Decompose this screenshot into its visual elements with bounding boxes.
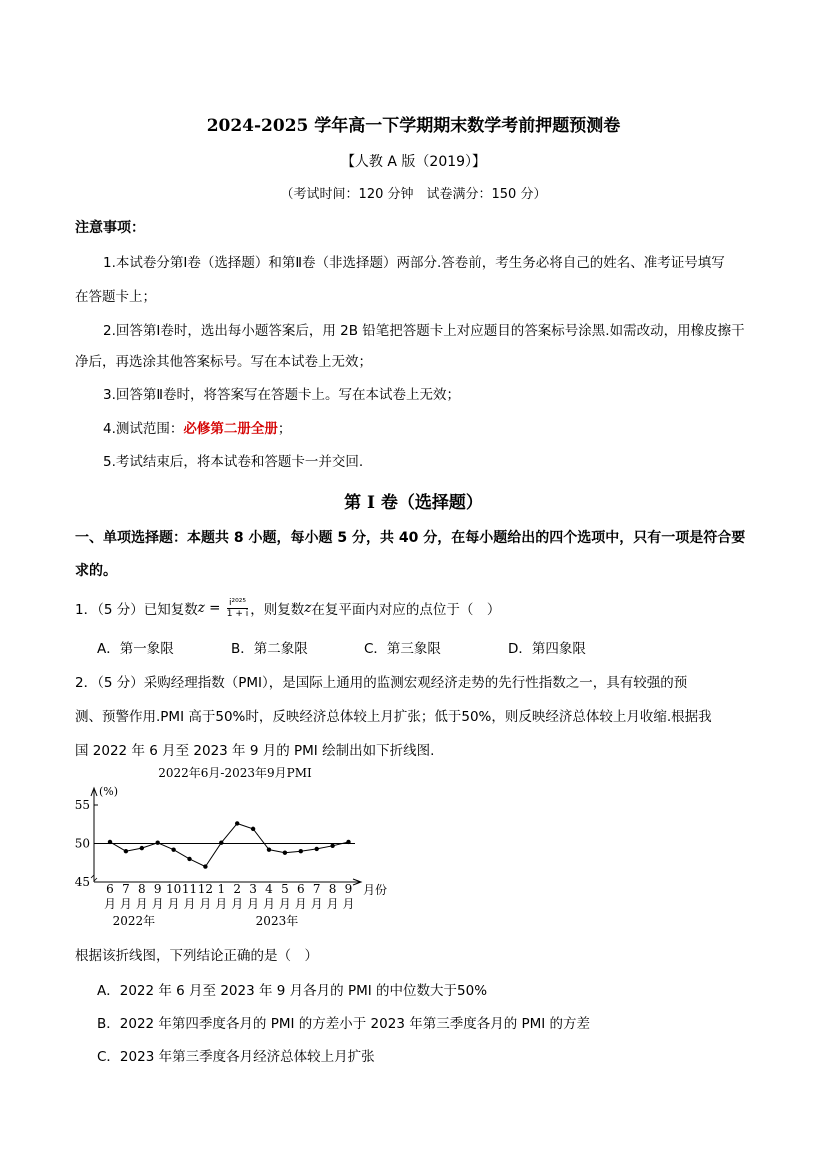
note-4-suffix: ； (277, 421, 292, 437)
y-tick-label-50: 50 (74, 836, 90, 851)
data-point-10 (267, 847, 271, 851)
data-point-1 (124, 849, 128, 853)
data-point-8 (235, 821, 239, 825)
x-tick-label-15: 9 (344, 882, 353, 896)
q2-line-2: 测、预警作用.PMI 高于50%时，反映经济总体较上月扩张；低于50%，则反映经济总体较上月收缩.根据我 (75, 709, 712, 725)
x-tick-month-2: 月 (135, 897, 148, 911)
data-point-15 (346, 840, 350, 844)
x-tick-month-4: 月 (167, 897, 180, 911)
q1-var-z2: z (304, 600, 312, 616)
q1-numerator: i²⁰²⁵ (227, 598, 249, 609)
part1-instructions-line-1: 一、单项选择题：本题共 8 小题，每小题 5 分，共 40 分，在每小题给出的四个选项中，只有一项是符合要 (75, 530, 746, 546)
q1-option-d[interactable]: D．第四象限 (508, 641, 586, 657)
note-5: 5.考试结束后，将本试卷和答题卡一并交回. (103, 454, 364, 470)
test-range: 必修第二册全册 (183, 421, 278, 437)
q1-fraction (227, 598, 249, 619)
x-tick-label-11: 5 (281, 882, 289, 896)
exam-title: 2024-2025 学年高一下学期期末数学考前押题预测卷 (206, 116, 621, 136)
data-point-0 (108, 840, 112, 844)
x-tick-month-3: 月 (151, 897, 164, 911)
x-tick-month-13: 月 (310, 897, 323, 911)
chart-series (108, 821, 351, 869)
q1-option-c[interactable]: C．第三象限 (364, 641, 441, 657)
note-2-line-1: 2.回答第Ⅰ卷时，选出每小题答案后，用 2B 铅笔把答题卡上对应题目的答案标号涂黑.如需改动，用橡皮擦干 (103, 323, 745, 339)
year-label-0: 2022年 (112, 914, 156, 928)
y-axis-label: (%) (99, 785, 119, 798)
note-4 (103, 417, 291, 437)
y-axis-break (91, 875, 97, 881)
q1-option-b[interactable]: B．第二象限 (231, 641, 308, 657)
x-tick-label-12: 6 (296, 882, 305, 896)
time-info: （考试时间：120 分钟 试卷满分：150 分） (280, 187, 547, 202)
x-tick-month-7: 月 (215, 897, 228, 911)
x-tick-month-8: 月 (231, 897, 244, 911)
x-tick-month-11: 月 (278, 897, 291, 911)
note-1-line-2: 在答题卡上； (75, 289, 156, 305)
x-tick-label-7: 1 (217, 882, 226, 896)
x-tick-month-5: 月 (183, 897, 196, 911)
q2-line-3: 国 2022 年 6 月至 2023 年 9 月的 PMI 绘制出如下折线图. (75, 743, 435, 759)
data-point-13 (315, 847, 319, 851)
note-1-line-1: 1.本试卷分第Ⅰ卷（选择题）和第Ⅱ卷（非选择题）两部分.答卷前，考生务必将自己的姓名、准考证号填写 (103, 255, 725, 271)
note-3: 3.回答第Ⅱ卷时，将答案写在答题卡上。写在本试卷上无效； (103, 387, 461, 403)
edition-label: 【人教 A 版（2019）】 (340, 154, 487, 170)
data-point-3 (156, 841, 160, 845)
y-tick-label-45: 45 (74, 875, 90, 889)
x-tick-month-0: 月 (103, 897, 117, 911)
chart-title: 2022年6月-2023年9月PMI (158, 766, 312, 780)
x-tick-label-9: 3 (249, 882, 257, 896)
x-tick-label-0: 6 (106, 882, 114, 896)
x-tick-month-15: 月 (342, 897, 355, 911)
q2-option-a[interactable]: A．2022 年 6 月至 2023 年 9 月各月的 PMI 的中位数大于50% (97, 983, 488, 999)
x-tick-label-8: 2 (233, 882, 242, 896)
note-2-line-2: 净后，再选涂其他答案标号。写在本试卷上无效； (75, 354, 372, 370)
data-point-12 (299, 849, 303, 853)
x-tick-month-10: 月 (262, 897, 276, 911)
data-point-2 (140, 846, 144, 850)
data-point-7 (219, 841, 223, 845)
x-tick-label-2: 8 (137, 882, 146, 896)
q1-var-z: z (197, 600, 205, 616)
x-tick-label-5: 11 (181, 882, 198, 896)
q1-option-a[interactable]: A．第一象限 (97, 641, 174, 657)
q2-option-b[interactable]: B．2022 年第四季度各月的 PMI 的方差小于 2023 年第三季度各月的 PMI 的方差 (97, 1016, 591, 1032)
data-point-5 (187, 857, 191, 861)
data-point-6 (203, 864, 207, 868)
x-tick-label-10: 4 (265, 882, 273, 896)
section-title: 第 I 卷（选择题） (344, 493, 483, 513)
x-tick-label-1: 7 (122, 882, 130, 896)
q2-line-1: 2．（5 分）采购经理指数（PMI），是国际上通用的监测宏观经济走势的先行性指数之一，具有较强的预 (75, 675, 688, 691)
notes-heading: 注意事项： (75, 220, 145, 236)
pmi-series-line (110, 823, 349, 866)
q1-denominator: 1 + i (226, 608, 249, 619)
part1-instructions-line-2: 求的。 (75, 563, 117, 579)
x-tick-label-13: 7 (312, 882, 321, 896)
x-tick-month-14: 月 (326, 897, 339, 911)
q1-suffix-a: ，则复数 (250, 602, 305, 618)
q1-prefix: 1．（5 分）已知复数 (75, 602, 198, 618)
x-tick-label-14: 8 (328, 882, 337, 896)
q1-eq: = (204, 600, 225, 616)
x-tick-month-1: 月 (119, 897, 132, 911)
q1-suffix-b: 在复平面内对应的点位于（ ） (311, 602, 501, 618)
data-point-4 (171, 847, 175, 851)
x-tick-month-9: 月 (247, 897, 260, 911)
x-tick-month-12: 月 (294, 897, 307, 911)
note-4-prefix: 4.测试范围： (103, 421, 184, 437)
x-axis-label: 月份 (363, 883, 388, 897)
chart-axes (75, 785, 387, 928)
x-tick-label-3: 9 (153, 882, 162, 896)
q2-prompt: 根据该折线图，下列结论正确的是（ ） (75, 948, 318, 964)
data-point-11 (283, 851, 287, 855)
data-point-14 (330, 844, 334, 848)
year-label-1: 2023年 (255, 914, 299, 928)
x-tick-label-4: 10 (165, 882, 182, 896)
data-point-9 (251, 827, 255, 831)
question-1 (75, 596, 500, 620)
y-tick-label-55: 55 (74, 798, 90, 812)
pmi-line-chart (70, 760, 400, 940)
x-tick-label-6: 12 (197, 882, 214, 896)
q2-option-c[interactable]: C．2023 年第三季度各月经济总体较上月扩张 (97, 1049, 375, 1065)
x-tick-month-6: 月 (199, 897, 212, 911)
